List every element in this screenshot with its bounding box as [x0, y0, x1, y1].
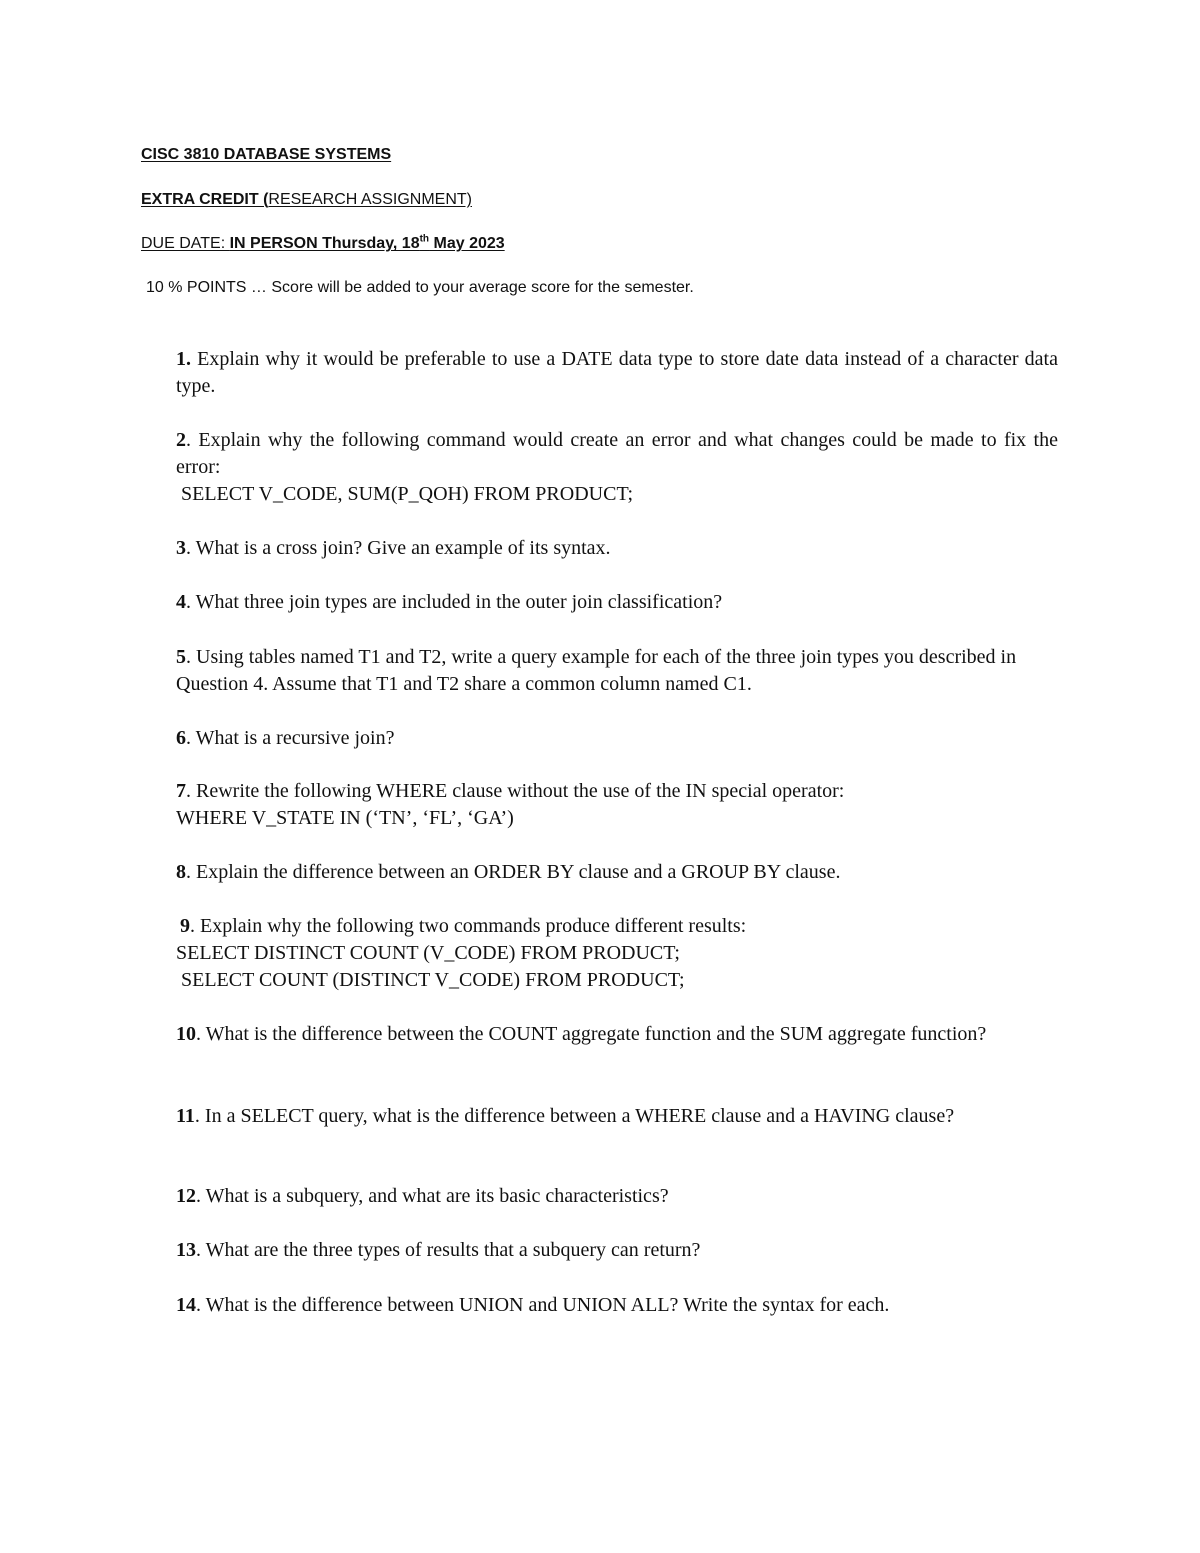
- due-date-ordinal: th: [419, 233, 430, 245]
- question-number: 7: [176, 780, 186, 802]
- question-number: 2: [176, 429, 186, 451]
- question-number: 8: [176, 861, 186, 883]
- question-text: . What is a subquery, and what are its basic characteristics?: [196, 1185, 669, 1207]
- code-line: WHERE V_STATE IN (‘TN’, ‘FL’, ‘GA’): [176, 807, 514, 829]
- question-1: [176, 346, 1058, 400]
- question-text: . What three join types are included in the outer join classification?: [186, 591, 723, 613]
- question-14: [176, 1292, 1058, 1319]
- question-number: 12: [176, 1185, 196, 1207]
- assignment-title-rest: RESEARCH ASSIGNMENT): [268, 191, 472, 208]
- question-number: 6: [176, 727, 186, 749]
- question-number: 14: [176, 1294, 196, 1316]
- question-text: . What is the difference between UNION and UNION ALL? Write the syntax for each.: [196, 1294, 890, 1316]
- question-text: Explain why it would be preferable to use a DATE data type to store date data instead of a character data type.: [176, 348, 1058, 397]
- due-date-label: DUE DATE:: [141, 235, 230, 252]
- assignment-title: [141, 190, 472, 210]
- due-date-month-year: May 2023: [429, 235, 505, 252]
- points-note: 10 % POINTS … Score will be added to your average score for the semester.: [146, 279, 694, 296]
- question-4: [176, 589, 1058, 616]
- question-text: . What is a recursive join?: [186, 727, 395, 749]
- question-number: 4: [176, 591, 186, 613]
- question-number: 1.: [176, 348, 191, 370]
- due-date-value: [230, 235, 505, 252]
- code-line: SELECT COUNT (DISTINCT V_CODE) FROM PRODUCT;: [176, 969, 685, 991]
- question-6: [176, 725, 1058, 752]
- question-5: [176, 644, 1058, 698]
- question-number: 9: [180, 915, 190, 937]
- question-text: . What are the three types of results that a subquery can return?: [196, 1239, 701, 1261]
- code-line: SELECT V_CODE, SUM(P_QOH) FROM PRODUCT;: [176, 483, 634, 505]
- question-3: [176, 535, 1058, 562]
- question-number: 3: [176, 537, 186, 559]
- question-number: 10: [176, 1023, 196, 1045]
- question-11: [176, 1103, 1058, 1130]
- question-10: [176, 1021, 1058, 1048]
- question-2: [176, 427, 1058, 508]
- code-line: SELECT DISTINCT COUNT (V_CODE) FROM PRODUCT;: [176, 942, 680, 964]
- question-number: 5: [176, 646, 186, 668]
- question-number: 13: [176, 1239, 196, 1261]
- question-text: . Explain why the following command would create an error and what changes could be made to fix the error:: [176, 429, 1058, 478]
- question-text: . What is the difference between the COUNT aggregate function and the SUM aggregate function?: [196, 1023, 987, 1045]
- question-13: [176, 1237, 1058, 1264]
- due-date: [141, 234, 505, 254]
- question-text: . Explain the difference between an ORDER BY clause and a GROUP BY clause.: [186, 861, 841, 883]
- question-text: . Explain why the following two commands produce different results:: [190, 915, 747, 937]
- question-9: [176, 913, 1058, 994]
- question-text: . In a SELECT query, what is the difference between a WHERE clause and a HAVING clause?: [194, 1105, 955, 1127]
- question-text: . What is a cross join? Give an example of its syntax.: [186, 537, 611, 559]
- question-text: . Rewrite the following WHERE clause without the use of the IN special operator:: [186, 780, 845, 802]
- question-7: [176, 778, 1058, 832]
- question-text: . Using tables named T1 and T2, write a query example for each of the three join types you described in Question 4. Assume that T1 and T2 share a common column named C1.: [176, 646, 1017, 695]
- course-title: CISC 3810 DATABASE SYSTEMS: [141, 146, 392, 163]
- due-date-day: IN PERSON Thursday, 18: [229, 235, 420, 252]
- assignment-title-bold: EXTRA CREDIT (: [141, 191, 269, 208]
- question-12: [176, 1183, 1058, 1210]
- question-number: 11: [176, 1105, 195, 1127]
- question-8: [176, 859, 1058, 886]
